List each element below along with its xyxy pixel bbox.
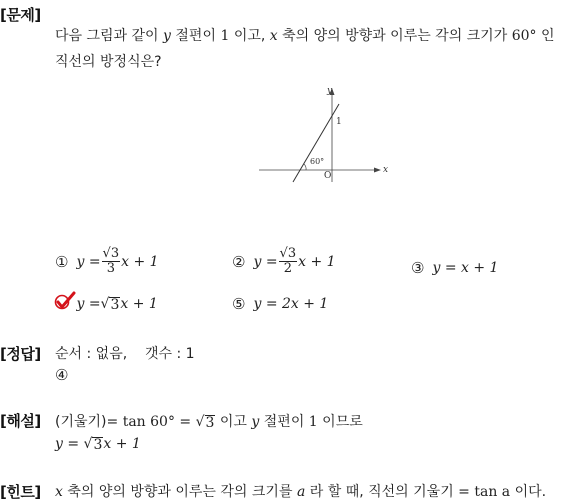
- answer-order: 순서 : 없음,: [55, 346, 128, 362]
- solution-eq-sqrt: √ 3: [83, 436, 103, 453]
- hint-tan: tan a: [474, 484, 511, 500]
- choice-4-lhs: y =: [76, 296, 101, 312]
- choice-3-text: y = x + 1: [432, 260, 499, 276]
- choice-2-number: ②: [232, 252, 246, 271]
- problem-text-4: 축의 양의 방향과 이루는 각의 크기가: [282, 28, 508, 44]
- x-axis-arrow: [374, 168, 381, 173]
- solution-text-4: 이므로: [322, 414, 363, 430]
- choice-2-rest: x + 1: [298, 253, 336, 270]
- problem-line-1: [55, 25, 555, 45]
- problem-text-5: 인: [540, 28, 555, 44]
- solution-line-2: [55, 436, 141, 452]
- hint-label: [힌트]: [0, 483, 41, 501]
- intercept-label: 1: [336, 117, 342, 127]
- solution-text-3: 절편이: [263, 414, 305, 430]
- solution-label: [해설]: [0, 412, 41, 430]
- choice-5[interactable]: [232, 295, 328, 313]
- var-y: y: [163, 28, 171, 44]
- line-graph: [255, 84, 390, 184]
- choice-1-rest: x + 1: [121, 253, 159, 270]
- hint-alpha: a: [296, 484, 306, 500]
- choice-2-numerator: √3: [279, 246, 297, 261]
- choice-1-number: ①: [55, 252, 69, 271]
- problem-text-1: 다음 그림과 같이: [55, 28, 159, 44]
- x-axis-label: x: [383, 165, 389, 175]
- solution-eq-radicand: 3: [93, 437, 103, 453]
- solution-text-1: (기울기)=: [55, 414, 119, 430]
- choice-1[interactable]: [55, 247, 159, 276]
- selected-check-icon: [54, 291, 76, 311]
- choice-4-rest: x + 1: [120, 296, 158, 312]
- intercept-value: 1: [220, 28, 230, 44]
- problem-text-2: 절편이: [175, 28, 216, 44]
- choice-3[interactable]: [411, 259, 498, 277]
- hint-line: [55, 481, 546, 501]
- choice-5-text: y = 2x + 1: [253, 296, 329, 312]
- choice-1-lhs: y =: [76, 253, 101, 270]
- solution-sqrt: √ 3: [195, 414, 215, 431]
- choice-4-radicand: 3: [110, 297, 120, 313]
- problem-text-3: 이고,: [233, 28, 266, 44]
- angle-value: 60°: [511, 28, 537, 44]
- solution-one: 1: [308, 414, 318, 430]
- answer-label: [정답]: [0, 345, 41, 363]
- angle-label: 60°: [310, 157, 325, 166]
- hint-text-1: 축의 양의 방향과 이루는 각의 크기를: [67, 484, 293, 500]
- var-x: x: [269, 28, 278, 44]
- choice-1-denominator: 3: [106, 261, 115, 276]
- hint-var-x: x: [55, 484, 63, 500]
- problem-label: [문제]: [0, 6, 41, 24]
- solution-eq-lhs: y =: [55, 436, 80, 452]
- hint-text-2: 라 할 때, 직선의 기울기 =: [309, 484, 470, 500]
- choice-3-number: ③: [411, 259, 425, 277]
- choice-2-lhs: y =: [253, 253, 278, 270]
- choice-1-numerator: √3: [102, 246, 120, 261]
- choice-2-denominator: 2: [283, 261, 292, 276]
- answer-count: 갯수 : 1: [144, 346, 195, 362]
- answer-value: ④: [55, 366, 69, 384]
- choice-4-sqrt: √ 3: [100, 296, 120, 313]
- choice-1-fraction: [102, 247, 121, 276]
- solution-text-2: 이고: [219, 414, 247, 430]
- problem-line-2: 직선의 방정식은?: [55, 54, 162, 70]
- origin-label: O: [324, 171, 332, 181]
- y-axis-label: y: [327, 86, 333, 96]
- angle-arc: [304, 164, 306, 170]
- solution-var-y: y: [251, 414, 260, 430]
- solution-tan: tan 60° =: [122, 414, 192, 430]
- answer-meta: [55, 343, 195, 363]
- solution-eq-rest: x + 1: [103, 436, 141, 452]
- choice-2-fraction: [279, 247, 298, 276]
- hint-text-3: 이다.: [514, 484, 547, 500]
- solution-radicand: 3: [205, 415, 215, 431]
- choice-2[interactable]: [232, 247, 336, 276]
- solution-line-1: [55, 411, 363, 431]
- choice-5-number: ⑤: [232, 295, 246, 313]
